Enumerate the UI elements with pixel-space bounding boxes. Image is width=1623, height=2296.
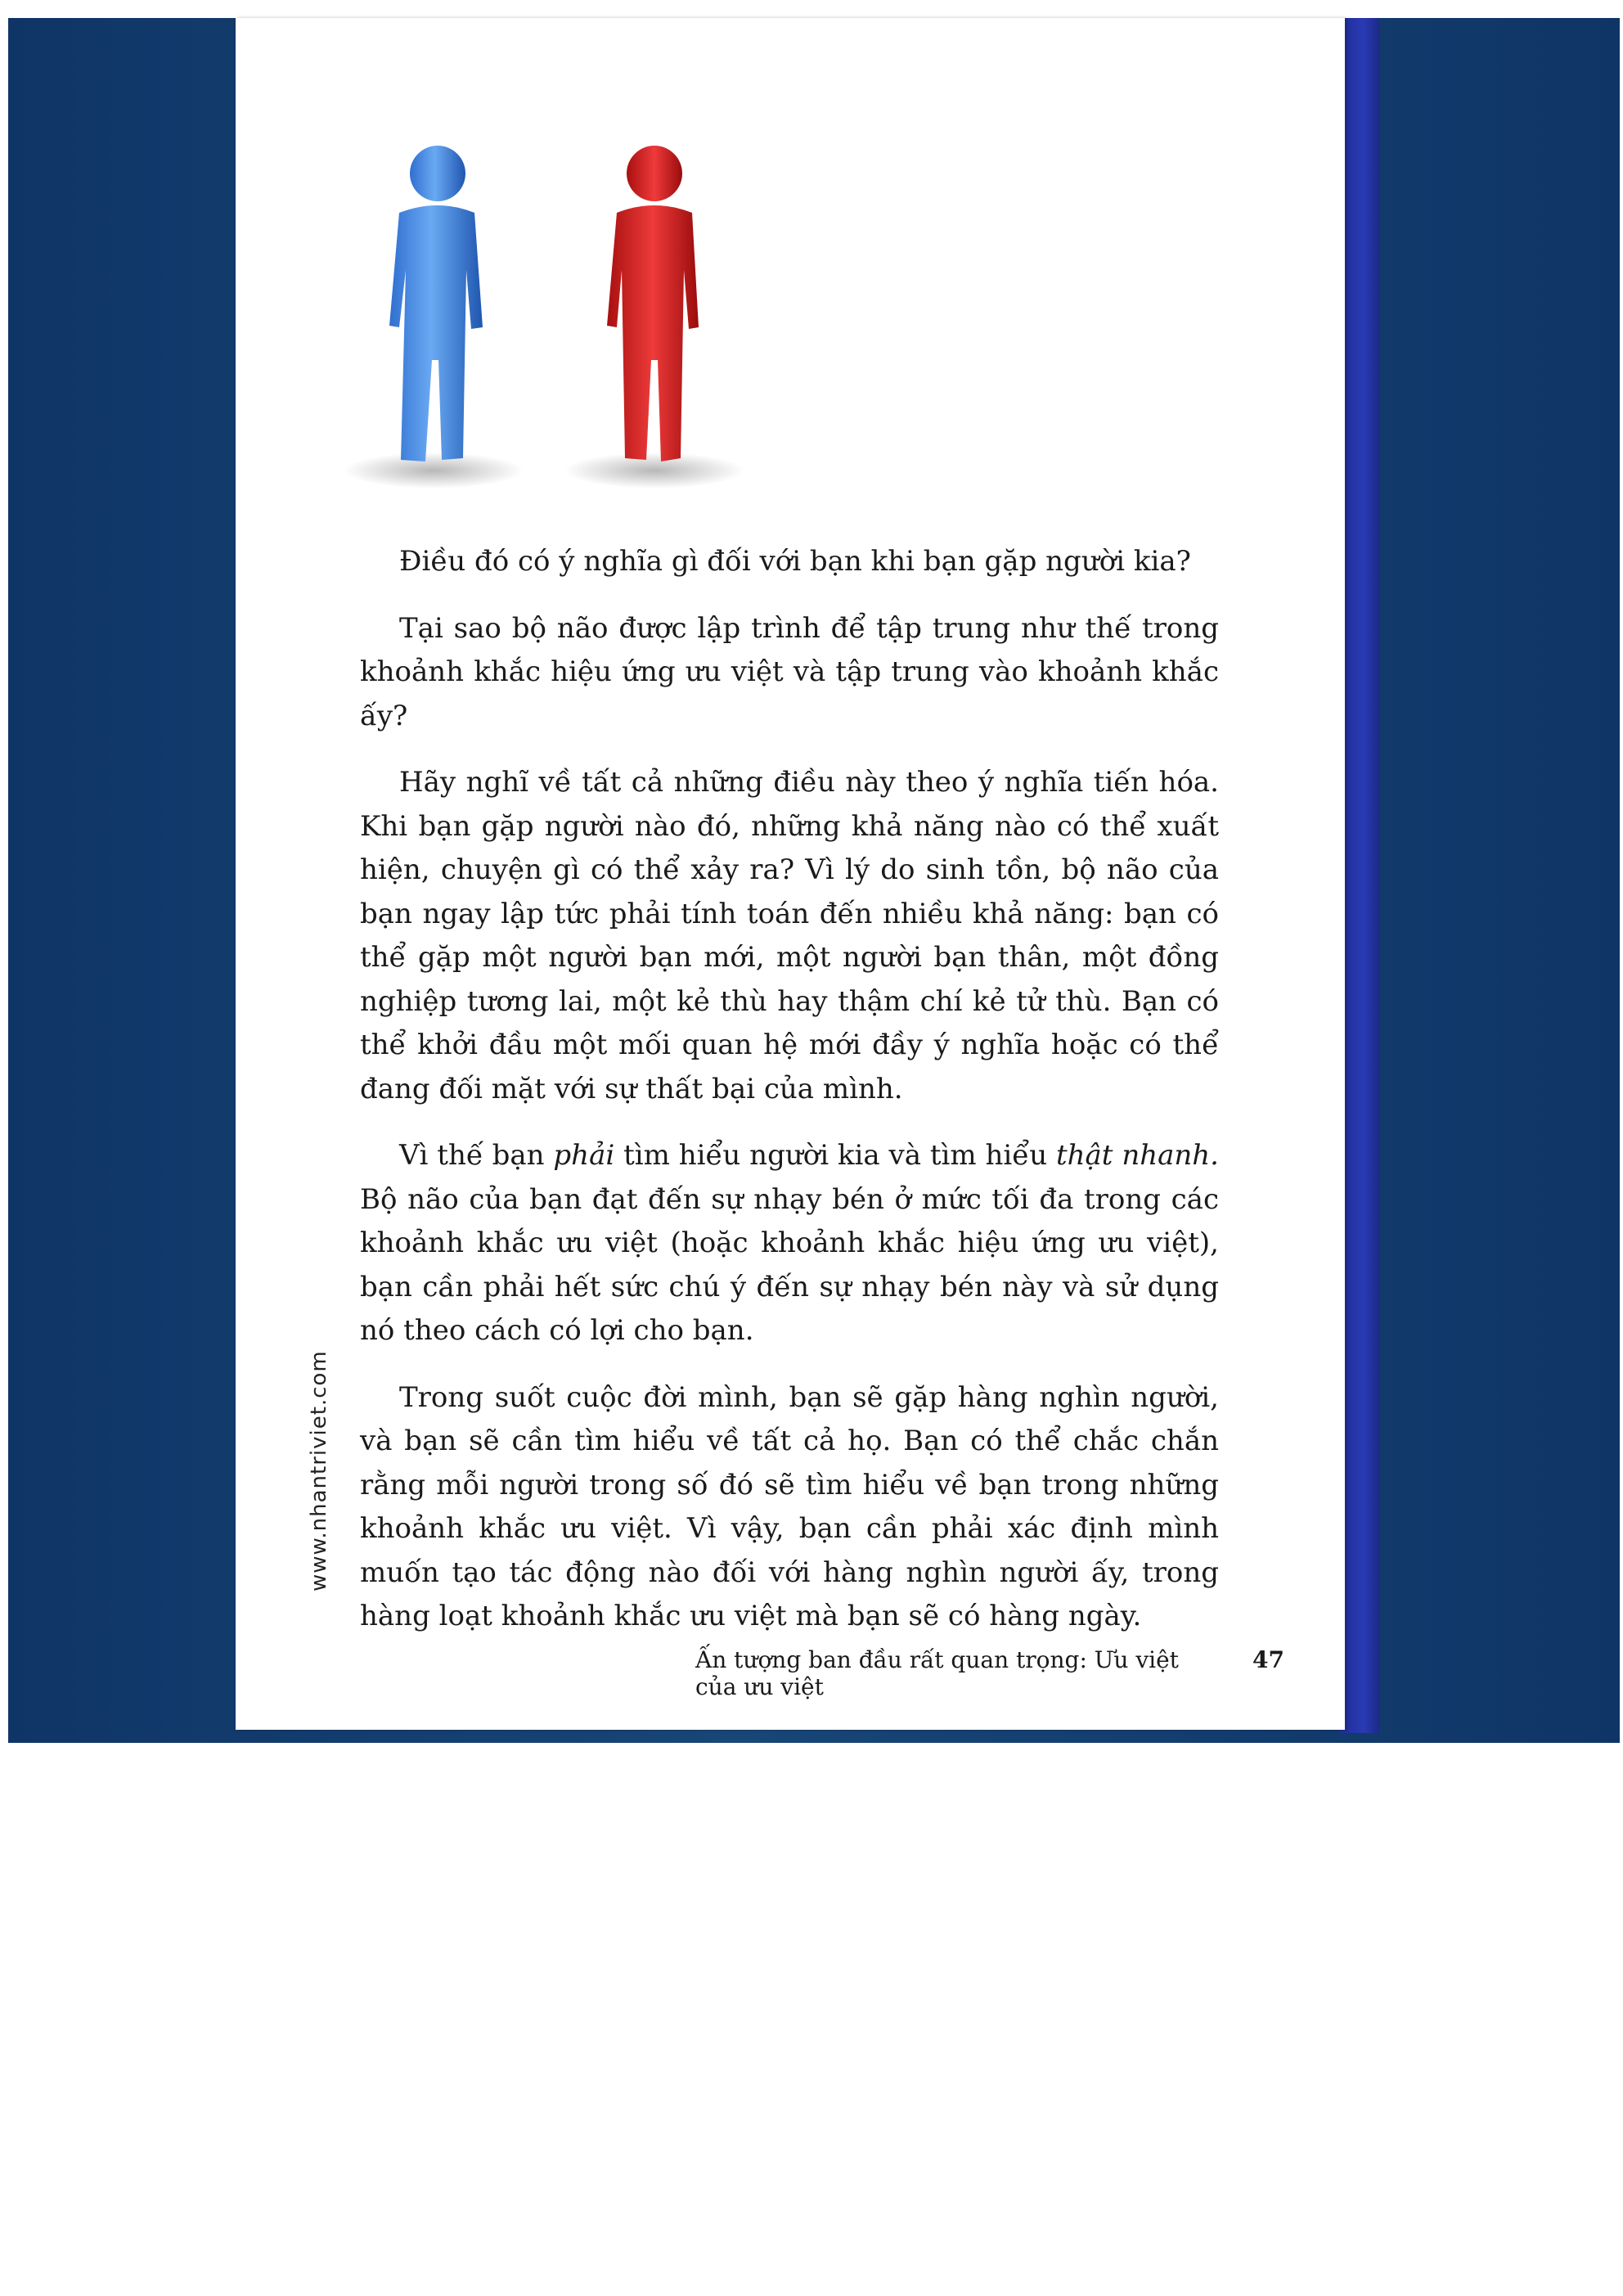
paragraph: Tại sao bộ não được lập trình để tập trung như thế trong khoảnh khắc hiệu ứng ưu việt và tập trung vào khoảnh khắc ấy? <box>360 611 1219 732</box>
body-text <box>360 540 1219 1662</box>
page-number: 47 <box>1252 1646 1284 1673</box>
book-cover-edge <box>1340 18 1379 1733</box>
paragraph: Hãy nghĩ về tất cả những điều này theo ý nghĩa tiến hóa. Khi bạn gặp người nào đó, những khả năng nào có thể xuất hiện, chuyện gì có thể xảy ra? Vì lý do sinh tồn, bộ não của bạn ngay lập tức phải tính toán đến nhiều khả năng: bạn có thể gặp một người bạn mới, một người bạn thân, một đồng nghiệp tương lai, một kẻ thù hay thậm chí kẻ tử thù. Bạn có thể khởi đầu một mối quan hệ mới đầy ý nghĩa hoặc có thể đang đối mặt với sự thất bại của mình. <box>360 766 1219 1105</box>
side-website-url: www.nhantriviet.com <box>307 1350 331 1591</box>
emphasis: phải <box>553 1139 615 1172</box>
running-title: Ấn tượng ban đầu rất quan trọng: Ưu việt của ưu việt <box>695 1646 1179 1700</box>
emphasis: thật nhanh. <box>1055 1139 1219 1172</box>
paragraph: Trong suốt cuộc đời mình, bạn sẽ gặp hàng nghìn người, và bạn sẽ cần tìm hiểu về tất cả họ. Bạn có thể chắc chắn rằng mỗi người trong số đó sẽ tìm hiểu về bạn trong những khoảnh khắc ưu việt. Vì vậy, bạn cần phải xác định mình muốn tạo tác động nào đối với hàng nghìn người ấy, trong hàng loạt khoảnh khắc ưu việt mà bạn sẽ có hàng ngày. <box>360 1380 1219 1632</box>
page-footer <box>695 1646 1284 1700</box>
red-person-figure-icon <box>607 146 699 461</box>
paragraph: Điều đó có ý nghĩa gì đối với bạn khi bạn gặp người kia? <box>399 545 1191 578</box>
two-figures-illustration <box>311 123 769 507</box>
paragraph: Vì thế bạn phải tìm hiểu người kia và tìm hiểu thật nhanh. Bộ não của bạn đạt đến sự nhạy bén ở mức tối đa trong các khoảnh khắc ưu việt (hoặc khoảnh khắc hiệu ứng ưu việt), bạn cần phải hết sức chú ý đến sự nhạy bén này và sử dụng nó theo cách có lợi cho bạn. <box>360 1139 1219 1347</box>
blue-person-figure-icon <box>389 146 483 461</box>
